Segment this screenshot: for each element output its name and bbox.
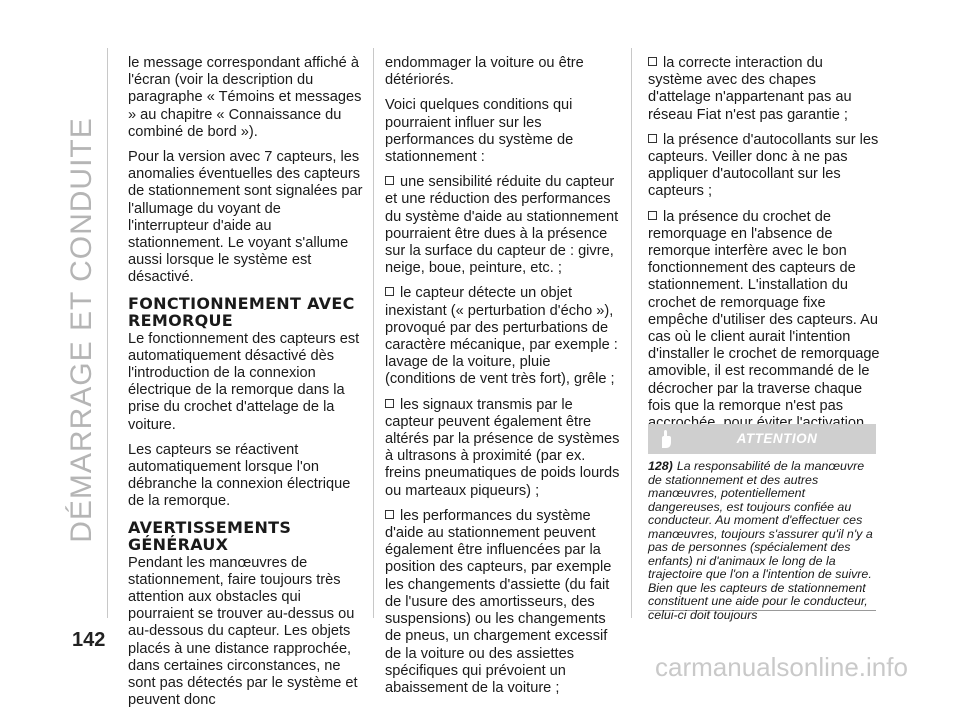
bullet-item [648,132,880,201]
bullet-square-icon [648,134,657,143]
attention-header [648,424,876,454]
bullet-square-icon [385,176,394,185]
bullet-item [385,285,621,388]
page-number: 142 [72,629,106,651]
bullet-text: les signaux transmis par le capteur peuvent également être altérés par la présence de systèmes à ultrasons à proximité (par ex. freins pneumatiques de poids lourds ou marteaux piqueurs) ; [385,396,620,499]
paragraph: Pendant les manœuvres de stationnement, faire toujours très attention aux obstacles qui pourraient se trouver au-dessus ou au-dessous du capteur. Les objets placés à une distance rapprochée, dans certaines circonstances, ne sont pas détectés par le système et peuvent donc [128,554,358,709]
bullet-square-icon [385,399,394,408]
bullet-text: une sensibilité réduite du capteur et une réduction des performances du système d'aide au stationnement pourraient être dues à la présence sur la surface du capteur de : givre, neige, boue, peinture, etc. ; [385,174,619,277]
bullet-text: le capteur détecte un objet inexistant (« perturbation d'écho »), provoqué par des perturbations de caractère mécanique, par exemple : lavage de la voiture, pluie (conditions de vent très fort), grêle ; [385,285,618,388]
column-1 [128,55,363,718]
paragraph: endommager la voiture ou être détériorés. [385,55,584,89]
paragraph: Les capteurs se réactivent automatiquement lorsque l'on débranche la connexion électrique de la remorque. [128,441,351,510]
bullet-item [385,508,621,697]
paragraph: Voici quelques conditions qui pourraient influer sur les performances du système de stationnement : [385,97,574,166]
column-divider [373,48,374,618]
section-title-vertical: DÉMARRAGE ET CONDUITE [65,117,98,543]
section-heading: FONCTIONNEMENT AVEC REMORQUE [128,293,355,330]
bullet-item [385,174,621,277]
bullet-text: les performances du système d'aide au stationnement peuvent également être influencées par la position des capteurs, par exemple les changements d'assiette (du fait de l'usure des amortisseurs, des suspensions) ou les changements de pneus, un chargement excessif de la voiture ou des assiettes spécifiques qui prévoient un abaissement de la voiture ; [385,507,612,696]
paragraph: Pour la version avec 7 capteurs, les anomalies éventuelles des capteurs de stationnement sont signalées par l'allumage du voyant de l'interrupteur d'aide au stationnement. Le voyant s'allume aussi lorsque le système est désactivé. [128,149,363,286]
column-3 [648,55,880,457]
watermark: carmanualsonline.info [655,652,908,682]
bullet-item [648,209,880,450]
column-2 [385,55,621,705]
bullet-square-icon [648,211,657,220]
paragraph: Le fonctionnement des capteurs est automatiquement désactivé dès l'introduction de la connexion électrique de la remorque dans la prise du crochet d'attelage de la voiture. [128,330,360,433]
attention-text: La responsabilité de la manœuvre de stationnement et des autres manœuvres, potentiellement dangereuses, est toujours confiée au conducteur. Au moment d'effectuer ces manœuvres, toujours s'assurer qu'il n'y a pas de personnes (spécialement des enfants) ni d'animaux le long de la trajectoire que l'on a l'intention de suivre. Bien que les capteurs de stationnement constituent une aide pour le conducteur, celui-ci doit toujours [648,459,873,622]
side-divider [107,48,108,618]
bullet-square-icon [648,57,657,66]
column-divider [631,48,632,618]
attention-text-box [648,459,876,622]
bullet-item [385,397,621,500]
bullet-text: la présence du crochet de remorquage en l'absence de remorque interfère avec le bon fonctionnement des capteurs de stationnement. L'installation du crochet de remorquage fixe empêche d'utiliser des capteurs. Au cas où le client aurait l'intention d'installer le crochet de remorquage amovible, il est recommandé de le décrocher par la traverse chaque fois que la remorque n'est pas [648,208,880,414]
section-heading: AVERTISSEMENTS GÉNÉRAUX [128,517,292,554]
attention-title: ATTENTION [736,431,818,446]
note-number: 128) [648,459,673,473]
bullet-square-icon [385,510,394,519]
paragraph: le message correspondant affiché à l'écran (voir la description du paragraphe « Témoins et messages » au chapitre « Connaissance du combiné de bord »). [128,55,362,140]
bullet-text: la présence d'autocollants sur les capteurs. Veiller donc à ne pas appliquer d'autocollant sur les capteurs ; [648,131,879,200]
bullet-item [648,55,880,124]
bullet-square-icon [385,287,394,296]
bullet-text: la correcte interaction du système avec des chapes d'attelage n'appartenant pas au réseau Fiat n'est pas garantie ; [648,55,852,123]
